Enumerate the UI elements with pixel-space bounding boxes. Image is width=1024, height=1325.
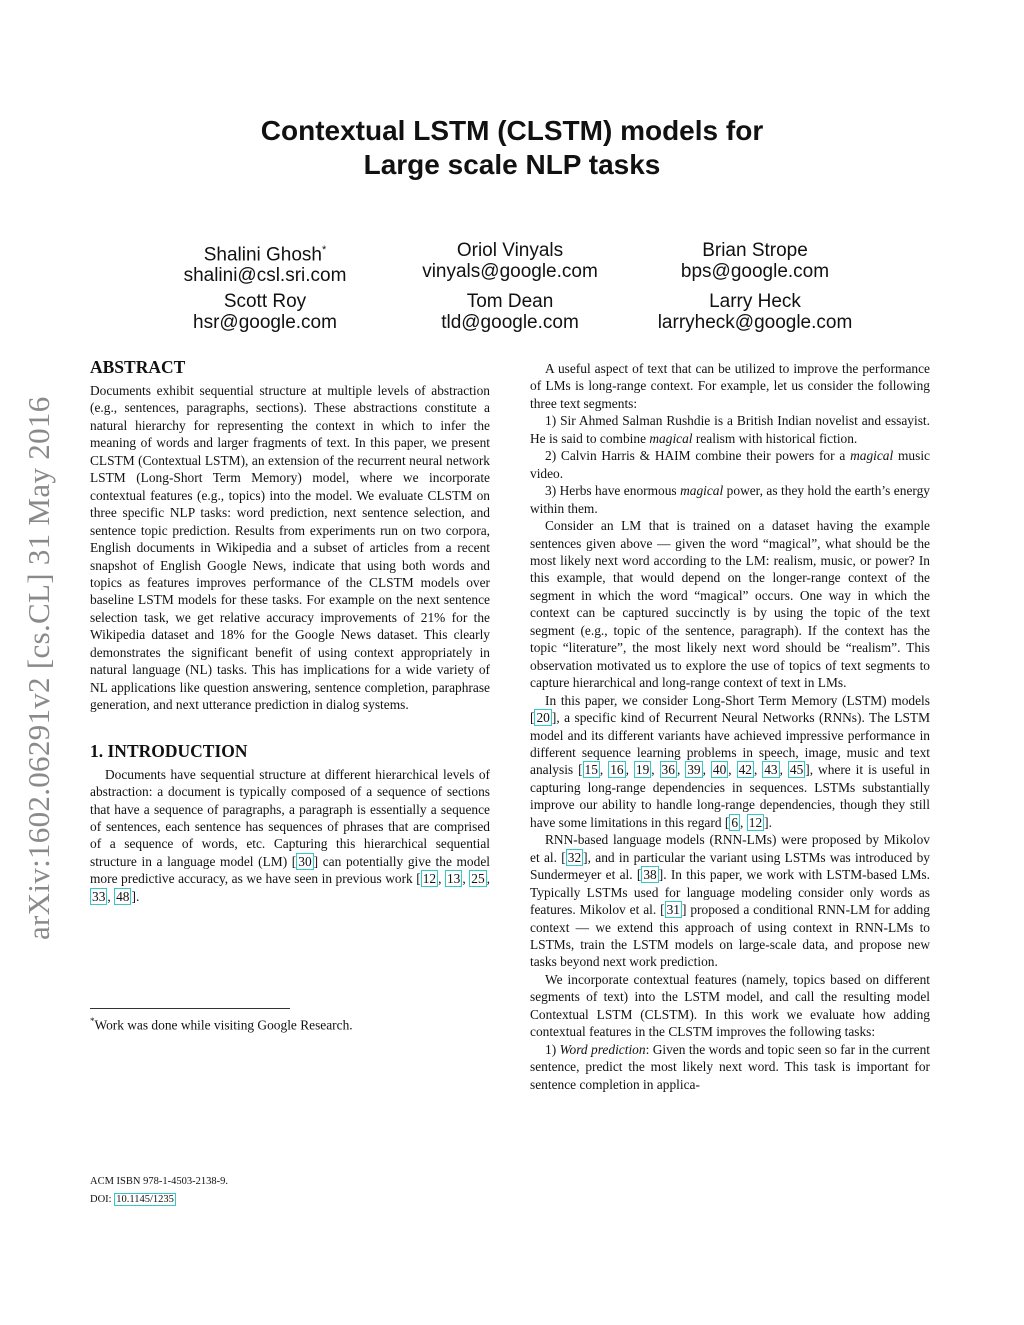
author-block — [625, 240, 885, 282]
example-segment-2: 2) Calvin Harris & HAIM combine their powers for a magical music video. — [530, 448, 930, 481]
citation-link[interactable]: 45 — [789, 762, 804, 778]
author-block — [135, 291, 395, 333]
citation-link[interactable]: 38 — [643, 867, 657, 883]
author-email: vinyals@google.com — [422, 261, 598, 282]
citation-link[interactable]: 32 — [567, 849, 582, 865]
intro-paragraph: Documents have sequential structure at different hierarchical levels of abstraction: a document is typically composed of a sequence of sections that have a sequence of paragraphs, a paragraph is essentially a sequence of sentences, each sentence has sequences of phrases that are comprised of a sequence of words, etc. Capturing this hierarchical sequential structure in a language model (LM) [ 30 ] can potentially give the model more predictive accuracy, as we have seen in previous work [ 12 , 13 , 25 , 33 , 48 ]. — [90, 766, 490, 904]
abstract-heading: ABSTRACT — [90, 357, 186, 377]
author-name: Oriol Vinyals — [456, 240, 564, 261]
author-name: Larry Heck — [709, 291, 801, 312]
citation-link[interactable]: 20 — [536, 710, 550, 726]
citation-link[interactable]: 12 — [422, 871, 437, 887]
right-column — [530, 360, 930, 1093]
footnote-mark: * — [322, 244, 327, 256]
citation-link[interactable]: 33 — [92, 888, 106, 904]
footnote: *Work was done while visiting Google Research. — [90, 1016, 353, 1033]
acm-isbn: ACM ISBN 978-1-4503-2138-9. — [90, 1176, 228, 1187]
author-email: larryheck@google.com — [657, 312, 853, 333]
title-line-2: Large scale NLP tasks — [363, 149, 661, 180]
citation-link[interactable]: 25 — [471, 871, 485, 887]
doi-link[interactable]: 10.1145/1235 — [116, 1194, 174, 1205]
title-line-1: Contextual LSTM (CLSTM) models for — [260, 115, 764, 146]
author-block — [380, 291, 640, 333]
author-email: tld@google.com — [441, 312, 579, 333]
abstract-body: Documents exhibit sequential structure at multiple levels of abstraction (e.g., sentences, paragraphs, sections). These abstractions constitute a natural hierarchy for representing the context in which to infer the meaning of words and larger fragments of text. In this paper, we present CLSTM (Contextual LSTM), an extension of the recurrent neural network LSTM (Long-Short Term Memory) model, where we incorporate contextual features (e.g., topics) into the model. We evaluate CLSTM on three specific NLP tasks: word prediction, next sentence selection, and sentence topic prediction. Results from experiments run on two corpora, English documents in Wikipedia and a subset of articles from a recent snapshot of English Google News, indicate that using both words and topics as features improves performance of the CLSTM models over baseline LSTM models for these tasks. For example on the next sentence selection task, we get relative accuracy improvements of 21% for the Wikipedia dataset and 18% for the Google News dataset. This clearly demonstrates the significant benefit of using context appropriately in natural language (NL) tasks. This has implications for a wide variety of NL applications like question answering, sentence completion, paraphrase generation, and next utterance prediction in dialog systems. — [90, 383, 490, 713]
citation-link[interactable]: 36 — [661, 762, 675, 778]
paragraph: We incorporate contextual features (namely, topics based on different segments of text) into the LSTM model, and call the resulting model Contextual LSTM (CLSTM). In this work we evaluate how adding contextual features in the CLSTM improves the following tasks: — [530, 971, 930, 1040]
footnote-rule — [90, 1008, 290, 1009]
paragraph: In this paper, we consider Long-Short Term Memory (LSTM) models [ 20 ], a specific kind of Recurrent Neural Networks (RNNs). The LSTM model and its different variants have achieved impressive performance in different sequence learning problems in speech, image, music and text analysis [ 15 , 16 , 19 , 36 , 39 , 40 , 42 , 43 , 45 ], where it is useful in capturing long-range dependencies in sequences. LSTMs substantially improve our ability to handle long-range dependencies, though they still have some limitations in this regard [ 6 , 12 ]. — [530, 692, 930, 830]
author-name: Brian Strope — [702, 240, 808, 261]
paragraph: 1) Word prediction: Given the words and topic seen so far in the current sentence, predict the most likely next word. This task is important for sentence completion in applica- — [530, 1041, 930, 1092]
author-name: Scott Roy — [223, 291, 307, 312]
citation-link[interactable]: 39 — [687, 762, 701, 778]
author-email: hsr@google.com — [193, 312, 337, 333]
author-block — [625, 291, 885, 333]
footnote-mark: * — [90, 1016, 95, 1026]
citation-link[interactable]: 31 — [666, 902, 680, 918]
citation-link[interactable]: 16 — [610, 762, 624, 778]
paragraph: Consider an LM that is trained on a dataset having the example sentences given above — given the word “magical”, what should be the most likely next word according to the LM: realism, music, or power? In this example, that would depend on the longer-range context of the segment in which the word “magical” occurs. One way in which the context can be captured succinctly is by using the topic of the text segment (e.g., topic of the sentence, paragraph). If the context has the topic “literature”, the most likely next word should be “realism”. This observation motivated us to explore the use of topics of text segments to capture hierarchical and long-range context of text in LMs. — [530, 518, 930, 691]
introduction-heading: 1. INTRODUCTION — [90, 740, 248, 761]
citation-link[interactable]: 19 — [635, 762, 650, 778]
citation-link[interactable]: 12 — [748, 814, 763, 830]
author-email: shalini@csl.sri.com — [183, 265, 347, 287]
author-email: bps@google.com — [680, 261, 830, 282]
citation-link[interactable]: 42 — [738, 762, 752, 778]
arxiv-identifier: arXiv:1602.06291v2 [cs.CL] 31 May 2016 — [21, 396, 56, 940]
citation-link[interactable]: 43 — [764, 762, 778, 778]
example-segment-3: 3) Herbs have enormous magical power, as they hold the earth’s energy within them. — [530, 483, 930, 516]
doi-line: DOI: 10.1145/1235 — [90, 1194, 174, 1205]
left-column — [90, 356, 490, 905]
citation-link[interactable]: 13 — [446, 871, 461, 887]
author-name: Tom Dean — [466, 291, 554, 312]
citation-link[interactable]: 6 — [731, 814, 739, 830]
paper-title — [0, 114, 1024, 182]
author-block — [380, 240, 640, 282]
citation-link[interactable]: 30 — [298, 853, 312, 869]
citation-link[interactable]: 40 — [712, 762, 727, 778]
author-name: Shalini Ghosh — [203, 244, 322, 266]
citation-link[interactable]: 15 — [584, 762, 598, 778]
paragraph: RNN-based language models (RNN-LMs) were proposed by Mikolov et al. [ 32 ], and in particular the variant using LSTMs was introduced by Sundermeyer et al. [ 38 ]. In this paper, we work with LSTM-based LMs. Typically LSTMs used for language modeling consider only words as features. Mikolov et al. [ 31 ] proposed a conditional RNN-LM for adding context — we extend this approach of using context in RNN-LMs to LSTMs, train the LSTM models on large-scale data, and propose new tasks beyond next work prediction. — [530, 832, 930, 970]
citation-link[interactable]: 48 — [116, 888, 130, 904]
paragraph: A useful aspect of text that can be utilized to improve the performance of LMs is long-range context. For example, let us consider the following three text segments: — [530, 361, 930, 411]
author-block — [135, 240, 395, 286]
example-segment-1: 1) Sir Ahmed Salman Rushdie is a British Indian novelist and essayist. He is said to combine magical realism with historical fiction. — [530, 413, 930, 446]
